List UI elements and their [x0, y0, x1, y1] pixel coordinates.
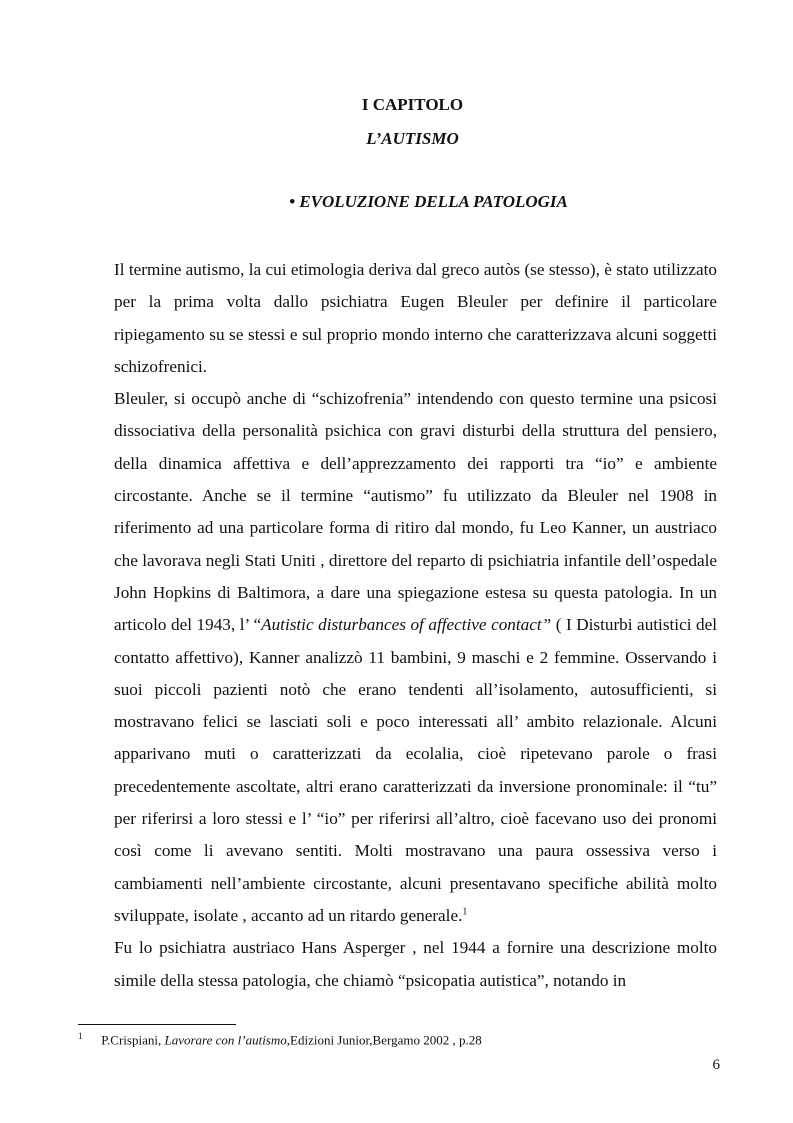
article-title: Autistic disturbances of affective contact” — [261, 615, 552, 635]
section-heading-text: EVOLUZIONE DELLA PATOLOGIA — [299, 192, 568, 211]
footnote-title: Lavorare con l’autismo, — [164, 1032, 291, 1048]
chapter-title: L’AUTISMO — [366, 129, 459, 148]
footnote — [78, 1031, 718, 1048]
footnote-number: 1 — [78, 1031, 83, 1041]
footnote-divider — [78, 1024, 236, 1025]
footnote-publisher: Edizioni Junior,Bergamo 2002 , p.28 — [290, 1032, 482, 1048]
page-number: 6 — [712, 1057, 720, 1073]
paragraph-2 — [114, 383, 717, 932]
footnote-author: P.Crispiani, — [101, 1032, 165, 1048]
footnote-reference[interactable]: 1 — [462, 906, 468, 918]
paragraph-2-text-a: Bleuler, si occupò anche di “schizofrenia” intendendo con questo termine una psicosi dissociativa della personalità psichica con gravi disturbi della struttura del pensiero, della dinamica affettiva e dell’apprezzamento dei rapporti tra “io” e ambiente circostante. Anche se il termine “autismo” fu utilizzato da Bleuler nel 1908 in riferimento ad una particolare forma di ritiro dal mondo, fu Leo Kanner, un austriaco che lavorava negli Stati Uniti , direttore del reparto di psichiatria infantile dell’ospedale John Hopkins di Baltimora, a dare una spiegazione estesa su questa patologia. In un articolo del 1943, l’ “ — [114, 389, 717, 635]
body-text — [114, 254, 717, 997]
bullet: • — [289, 192, 296, 211]
chapter-number: I CAPITOLO — [361, 95, 464, 114]
paragraph-2-text-b: ( I Disturbi autistici del contatto affettivo), Kanner analizzò 11 bambini, 9 maschi e 2 femmine. Osservando i suoi piccoli pazienti notò che erano tendenti all’isolamento, autosufficienti, si mostravano felici se lasciati soli e poco interessati all’ ambito relazionale. Alcuni apparivano muti o caratterizzati da ecolalia, cioè ripetevano parole o frasi precedentemente ascoltate, altri erano caratterizzati da inversione pronominale: il “tu” per riferirsi a loro stessi e l’ “io” per riferirsi all’altro, cioè facevano uso dei pronomi così come li avevano sentiti. Molti mostravano una paura ossessiva verso i cambiamenti nell’ambiente circostante, alcuni presentavano specifiche abilità molto sviluppate, isolate , accanto ad un ritardo generale. — [114, 615, 717, 925]
paragraph-3: Fu lo psichiatra austriaco Hans Asperger , nel 1944 a fornire una descrizione molto simile della stessa patologia, che chiamò “psicopatia autistica”, notando in — [114, 938, 717, 990]
paragraph-1: Il termine autismo, la cui etimologia deriva dal greco autòs (se stesso), è stato utilizzato per la prima volta dallo psichiatra Eugen Bleuler per definire il particolare ripiegamento su se stessi e sul proprio mondo interno che caratterizzava alcuni soggetti schizofrenici. — [114, 260, 717, 376]
section-heading — [32, 192, 793, 212]
